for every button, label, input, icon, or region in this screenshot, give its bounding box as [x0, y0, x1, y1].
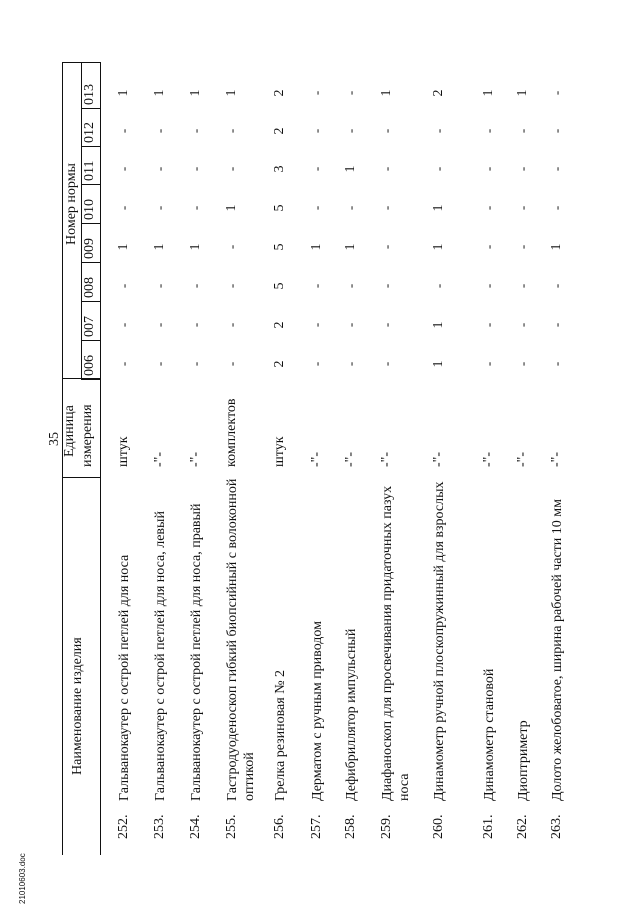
item-unit: -"- — [515, 451, 530, 467]
norm-value-cell: - — [481, 361, 496, 367]
row-number: 263. — [549, 814, 564, 839]
norm-value-cell: - — [343, 205, 358, 211]
item-name: Дефибриллятор импульсный — [344, 628, 359, 801]
norm-value-cell: - — [549, 322, 564, 328]
row-number: 253. — [152, 814, 167, 839]
norm-column-divider — [81, 146, 100, 147]
norm-value-cell: - — [549, 90, 564, 96]
norm-value-cell: - — [309, 283, 324, 289]
norm-value-cell: - — [309, 128, 324, 134]
norm-value-cell: 1 — [431, 243, 446, 251]
norm-value-cell: - — [515, 244, 530, 250]
norm-value-cell: - — [152, 322, 167, 328]
norm-value-cell: 2 — [272, 127, 287, 135]
norm-value-cell: 1 — [515, 89, 530, 97]
norm-value-cell: - — [152, 283, 167, 289]
norm-value-cell: - — [549, 205, 564, 211]
norm-value-cell: - — [188, 166, 203, 172]
norm-value-cell: 1 — [152, 89, 167, 97]
document-filename: 21010603.doc — [18, 853, 27, 904]
norm-value-cell: - — [343, 283, 358, 289]
norm-value-cell: - — [549, 128, 564, 134]
norm-value-cell: - — [431, 166, 446, 172]
norm-value-cell: 1 — [431, 321, 446, 329]
item-unit: -"- — [379, 451, 394, 467]
norm-value-cell: 1 — [431, 204, 446, 212]
norm-code-header: 011 — [82, 160, 97, 181]
item-unit: комплектов — [224, 398, 239, 467]
norm-value-cell: - — [309, 205, 324, 211]
norm-value-cell: - — [515, 166, 530, 172]
norm-column-divider — [81, 379, 100, 380]
norm-value-cell: 2 — [272, 321, 287, 329]
item-name: Гальванокаутер с острой петлей для носа, левый — [153, 511, 168, 801]
row-number: 261. — [481, 814, 496, 839]
norm-value-cell: - — [379, 166, 394, 172]
norm-value-cell: - — [152, 128, 167, 134]
norm-code-header: 012 — [82, 122, 97, 143]
norm-column-divider — [81, 184, 100, 185]
header-name: Наименование изделия — [70, 637, 85, 775]
item-name: Грелка резиновая № 2 — [273, 669, 288, 801]
norm-value-cell: - — [188, 283, 203, 289]
item-name: Диоптриметр — [516, 720, 531, 801]
norm-value-cell: - — [188, 205, 203, 211]
item-name: Гальванокаутер с острой петлей для носа — [117, 554, 132, 801]
norm-value-cell: - — [224, 283, 239, 289]
norm-value-cell: 1 — [379, 89, 394, 97]
norm-value-cell: - — [549, 361, 564, 367]
norm-value-cell: - — [481, 205, 496, 211]
row-number: 255. — [224, 814, 239, 839]
norm-column-divider — [62, 62, 100, 63]
norm-column-divider — [81, 301, 100, 302]
item-name: Гастродуоденоскоп гибкий биопсийный с волоконной оптикой — [225, 478, 257, 801]
norm-value-cell: - — [481, 283, 496, 289]
item-name: Долото желобоватое, ширина рабочей части 10 мм — [550, 499, 565, 801]
norm-value-cell: - — [116, 128, 131, 134]
norm-value-cell: - — [515, 283, 530, 289]
norm-value-cell: - — [343, 90, 358, 96]
norm-value-cell: 1 — [343, 165, 358, 173]
norm-value-cell: 5 — [272, 243, 287, 251]
norm-value-cell: 5 — [272, 282, 287, 290]
norm-value-cell: - — [515, 128, 530, 134]
norm-value-cell: 1 — [116, 89, 131, 97]
norm-value-cell: - — [343, 361, 358, 367]
row-number: 258. — [343, 814, 358, 839]
item-name: Гальванокаутер с острой петлей для носа, правый — [189, 503, 204, 801]
norm-value-cell: - — [116, 322, 131, 328]
norm-value-cell: - — [379, 361, 394, 367]
norm-value-cell: - — [515, 205, 530, 211]
norm-column-divider — [81, 262, 100, 263]
norm-code-header: 006 — [82, 355, 97, 376]
item-unit: -"- — [549, 451, 564, 467]
table-top-rule — [62, 62, 63, 855]
norm-value-cell: - — [549, 283, 564, 289]
norm-value-cell: - — [309, 322, 324, 328]
norm-value-cell: - — [188, 128, 203, 134]
norm-value-cell: - — [309, 90, 324, 96]
norm-value-cell: - — [116, 166, 131, 172]
header-unit-line1: Единица — [62, 405, 77, 457]
norm-value-cell: - — [152, 361, 167, 367]
row-number: 257. — [309, 814, 324, 839]
norm-value-cell: - — [224, 128, 239, 134]
norm-value-cell: 1 — [152, 243, 167, 251]
norm-value-cell: - — [309, 361, 324, 367]
row-number: 256. — [272, 814, 287, 839]
norm-code-header: 013 — [82, 84, 97, 105]
norm-value-cell: - — [481, 244, 496, 250]
norm-value-cell: 1 — [481, 89, 496, 97]
norm-value-cell: 1 — [309, 243, 324, 251]
norm-value-cell: - — [116, 283, 131, 289]
row-number: 252. — [116, 814, 131, 839]
norm-value-cell: 1 — [431, 360, 446, 368]
item-unit: -"- — [152, 451, 167, 467]
norm-value-cell: - — [343, 128, 358, 134]
norm-value-cell: - — [116, 361, 131, 367]
item-name: Диафаноскоп для просвечивания придаточных пазух носа — [380, 485, 412, 801]
norm-value-cell: 2 — [431, 89, 446, 97]
norm-value-cell: - — [481, 166, 496, 172]
norm-value-cell: - — [431, 128, 446, 134]
norm-value-cell: 5 — [272, 204, 287, 212]
item-unit: штук — [116, 436, 131, 467]
norm-value-cell: - — [379, 322, 394, 328]
item-unit: штук — [272, 436, 287, 467]
norm-value-cell: - — [379, 283, 394, 289]
norm-value-cell: 1 — [343, 243, 358, 251]
item-unit: -"- — [431, 451, 446, 467]
norm-value-cell: - — [309, 166, 324, 172]
norm-code-header: 009 — [82, 238, 97, 259]
item-unit: -"- — [481, 451, 496, 467]
norm-value-cell: - — [152, 205, 167, 211]
norm-code-header: 007 — [82, 316, 97, 337]
norm-column-divider — [81, 340, 100, 341]
norm-value-cell: - — [224, 322, 239, 328]
row-number: 260. — [431, 814, 446, 839]
header-unit-line2: измерения — [80, 404, 95, 467]
norm-value-cell: - — [224, 166, 239, 172]
norm-value-cell: 1 — [188, 89, 203, 97]
item-name: Дерматом с ручным приводом — [310, 620, 325, 801]
row-number: 262. — [515, 814, 530, 839]
norm-value-cell: 1 — [116, 243, 131, 251]
name-unit-divider — [62, 477, 100, 478]
norm-value-cell: 1 — [188, 243, 203, 251]
norm-value-cell: - — [431, 283, 446, 289]
norm-column-divider — [81, 223, 100, 224]
norm-value-cell: 1 — [224, 204, 239, 212]
norm-value-cell: - — [224, 244, 239, 250]
item-unit: -"- — [343, 451, 358, 467]
norm-value-cell: 1 — [224, 89, 239, 97]
header-bottom-rule — [100, 62, 101, 855]
norm-value-cell: - — [515, 361, 530, 367]
row-number: 259. — [379, 814, 394, 839]
item-unit: -"- — [188, 451, 203, 467]
norm-value-cell: - — [481, 128, 496, 134]
norm-value-cell: - — [549, 166, 564, 172]
norm-value-cell: - — [379, 128, 394, 134]
norm-column-divider — [81, 108, 100, 109]
norm-value-cell: - — [481, 322, 496, 328]
norm-value-cell: 2 — [272, 89, 287, 97]
item-unit: -"- — [309, 451, 324, 467]
header-norm-group: Номер нормы — [64, 163, 79, 245]
norm-value-cell: - — [379, 205, 394, 211]
norm-value-cell: - — [379, 244, 394, 250]
row-number: 254. — [188, 814, 203, 839]
norm-value-cell: - — [515, 322, 530, 328]
norm-code-header: 010 — [82, 199, 97, 220]
norm-value-cell: 2 — [272, 360, 287, 368]
norm-value-cell: 1 — [549, 243, 564, 251]
page-number: 35 — [47, 432, 62, 446]
norm-value-cell: - — [116, 205, 131, 211]
norm-value-cell: - — [224, 361, 239, 367]
norm-code-header: 008 — [82, 277, 97, 298]
norm-value-cell: - — [343, 322, 358, 328]
norm-value-cell: - — [188, 322, 203, 328]
item-name: Динамометр становой — [482, 668, 497, 801]
norm-value-cell: - — [152, 166, 167, 172]
norm-value-cell: 3 — [272, 165, 287, 173]
norm-value-cell: - — [188, 361, 203, 367]
item-name: Динамометр ручной плоскопружинный для взрослых — [432, 481, 447, 801]
